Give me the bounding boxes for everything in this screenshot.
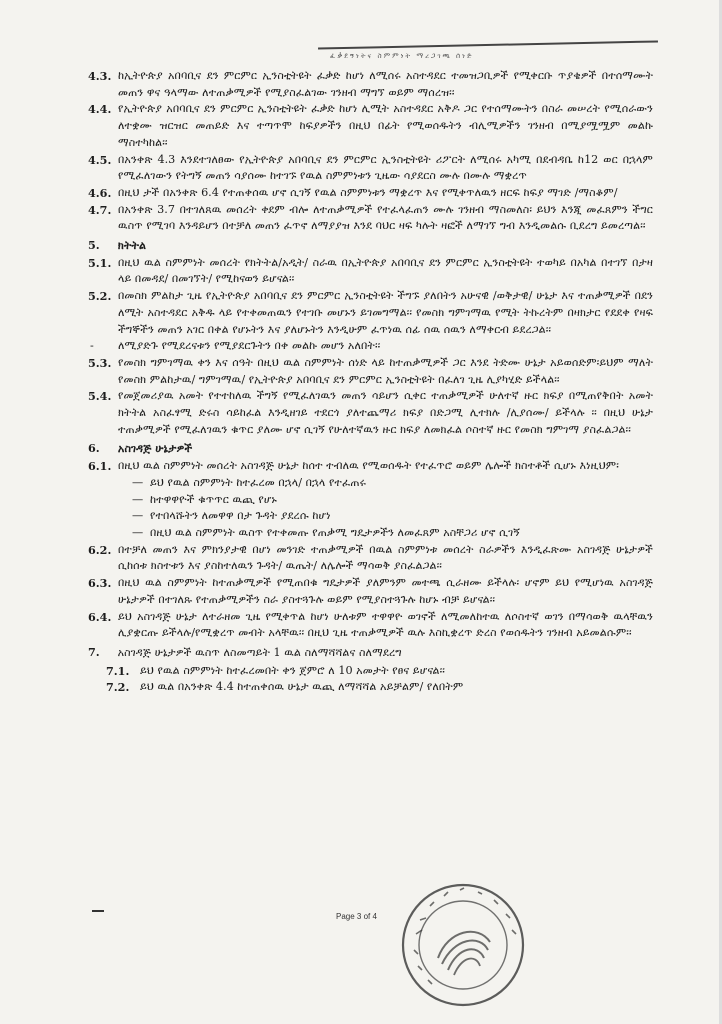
dash-mark: -	[90, 339, 94, 353]
item-6-1	[88, 458, 653, 475]
section-7-number: 7.	[88, 644, 100, 659]
item-number: 4.4.	[88, 102, 112, 117]
numbered-item	[88, 663, 653, 680]
item-text: በዚህ ዉል ስምምነት መሰረት አስገዳጅ ሁኔታ ከሰተ ተብለዉ የሚወሰዱት የተፈጥሮ ወይም ሌሎች ክስተቶች ሲሆኑ እነዚህም፡	[118, 459, 619, 473]
bullet-item	[88, 508, 653, 525]
dash-bullet-icon: —	[132, 475, 144, 489]
official-stamp-icon	[398, 880, 528, 1010]
bullet-item	[88, 475, 653, 492]
bullet-item	[88, 492, 653, 509]
item-number: 5.3.	[88, 355, 112, 370]
section-5-items-b	[88, 355, 653, 439]
item-number: 6.3.	[88, 576, 112, 591]
section-6-number: 6.	[88, 441, 100, 456]
section-6-title: አስገዳጅ ሁኔታዎች	[117, 441, 193, 456]
numbered-item	[88, 542, 653, 575]
numbered-item	[88, 575, 653, 608]
section-7-items	[88, 663, 653, 696]
item-text: የመስክ ግምገማዉ ቀን እና ሰዓት በዚህ ዉል ስምምነት ሰነድ ላይ ከተጠቃሚዎች ጋር እንደ ትድሙ ሁኔታ አይወሰድም፡ይህም ማለት የመስክ ምልከታዉ/ ግምገማዉ/ የኢትዮጵያ አበባቢና ደን ምርምር ኢንስቲትዩት በፈለገ ጊዜ ሊያካሂድ ይችላል፡፡	[118, 355, 653, 386]
section-5-number: 5.	[88, 238, 100, 253]
item-text: ይህ ዉል በአንቀጽ 4.4 ከተጠቀሰዉ ሁኔታ ዉጪ ለማሻሻል አይቻልም/ የለበትም	[140, 680, 464, 694]
bullet-text: ከተዋዋዮች ቁጥጥር ዉጪ የሆኑ	[150, 492, 277, 506]
section-7-heading	[88, 644, 653, 662]
dash-bullet-icon: —	[132, 525, 144, 539]
margin-mark	[92, 910, 104, 912]
section-5-title: ክትትል	[117, 238, 147, 253]
numbered-item	[88, 202, 653, 235]
section-6-bullets	[88, 475, 653, 542]
item-text: ይህ የዉል ስምምነት ከተፈረመበት ቀን ጀምሮ ለ 10 አመታት የፀና ይሆናል፡፡	[140, 663, 445, 677]
item-number: 4.7.	[88, 202, 112, 217]
item-text: ይህ አስገዳጅ ሁኔታ ለተራዘመ ጊዜ የሚቀጥል ከሆነ ሁለቱም ተዋዋዮ ወገኖች ለሚመለከተዉ ለሶስተኛ ወገን በማሳወቅ ዉላቸዉን ሊያቋርጡ ይችላሉ/የሚቋረጥ መብት አላቸዉ፡፡ በዚህ ጊዜ ተጠቃሚዎች ዉሉ እስኪቋረጥ ድረስ የወሰዱትን ገንዘብ አይመልሱም፡፡	[118, 609, 653, 640]
item-text: በመስክ ምልከታ ጊዜ የኢትዮጵያ አበባቢና ደን ምርምር ኢንስቲትዩት ችግኙ ያለበትን አሁናዊ /ወቅታዊ/ ሁኔታ እና ተጠቃሚዎች በደን ለሚት አስተዳደር አቅዱ ላይ የተቀመጠዉን የተገቡ መሆኑን ይገመግማል፡፡ የመስክ ግምገማዉ የሚት ትኩረትም በዛክታር የደደቀ የዛፍ ችግኞችን መጠን አገር በቀል የሆኑትን እና ያለሆኑትን እንዲሁም ፈጥነዉ ሰፊ ሰዉ ሰዉን ለማቀርብ ይደረጋል፡፡	[118, 289, 653, 336]
item-text: በአንቀጽ 3.7 በተገለጸዉ መሰረት ቀደም ብሎ ለተጠቃሚዎች የተፈላፈጠን ሙሉ ገንዘብ ማስመለስ፡ ይህን እንጂ መፈጸምን ችግር ዉስጥ የሚገባ እንዳይሆን በተቻለ መጠን ፈጥኖ ለማያያዝ እንደ ባህር ዛፍ ካሉት ዛፎች ለማገኘ ግብ እንዲመልሱ ቢደረግ ይመረጣል፡፡	[118, 202, 653, 233]
item-number: 4.6.	[88, 185, 112, 200]
numbered-item	[88, 68, 653, 101]
numbered-item	[88, 679, 653, 696]
item-number: 6.4.	[88, 609, 112, 624]
item-text: የመጀመሪያዉ አመት የተተከለዉ ችግኝ የሚፈለገዉን መጠን ሳይሆን ሲቀር ተጠቃሚዎች ሁለተኛ ዙር ክፍያ በሚጠየቅበት አመት ክትትል አስፈፃሚ ድሩስ ሳይከፈል እንዲዘገይ ተደርጎ ያለተጨማሪ ክፍያ በድጋሚ ሊተክሉ /ሊያሰሙ/ ይችላሉ ፡፡ በዚህ ሁኔታ ተጠቃሚዎች የሚፈለገዉን ቁጥር ያለሙ ሆኖ ሲገኝ የሁለተኛዉን ዙር ክፍያ ለመክፈል ሶስተኛ ዙር የመስክ ግምገማ ያስፈልጋል፡፡	[118, 389, 653, 436]
item-number: 7.1.	[106, 663, 130, 678]
item-text: ከኢትዮጵያ አበባቢና ደን ምርምር ኢንስቲትዩት ፈቃድ ከሆነ ለሚሰሩ አስተዳደር ተመዝጋቢዎች የሚቀርቡ ጥያቄዎች በተሰማሙት መጠን ዋና ዓላማው ለተጠቃሚዎች የሚያስፈልገው ገንዘብ ማግኘ ወይም ማሰረዝ፡፡	[118, 69, 653, 99]
numbered-item	[88, 609, 653, 642]
dash-bullet-icon: —	[132, 509, 144, 523]
numbered-item	[88, 355, 653, 388]
item-text: በተቻለ መጠን እና ምክንያታዊ በሆነ መንገድ ተጠቃሚዎች በዉል ስምምነቱ መሰረት ስራዎችን እንዲፈጽሙ አስገዳጅ ሁኔታዎች ሲከሰቱ ክስተቱን እና ያስከተለዉን ጉዳት/ ዉጤት/ ለሌሎች ማሳወቅ ያስፈልጋል፡፡	[118, 542, 653, 573]
bullet-item	[88, 525, 653, 542]
item-text: በአንቀጽ 4.3 እንደተገለፀው የኢትዮጵያ አበባቢና ደን ምርምር ኢንስቲትዩት ሪፖርት ለሚሰሩ አካሚ በደብዳቤ ከ12 ወር በኋላም የሚፈለገውን የትግኝ መጠን ሳያሰሙ ከተገኙ የዉል ስምምነቱን ጊዜው ሳያደርስ ሙሉ በሙሉ ማቋረጥ	[118, 152, 653, 183]
item-number: 5.1.	[88, 255, 112, 270]
item-number: 5.2.	[88, 289, 112, 304]
header-rule	[318, 40, 658, 49]
section-6-items	[88, 542, 653, 642]
item-text: በዚህ ዉል ስምምነት መሰረት የክትትል/አዲት/ ስራዉ በኢትዮጵያ አበባቢና ደን ምርምር ኢንስቲትዩት ተወካይ በአካል በተገኘ በታዛ ላይ በመዳደ/ በመገኘት/ የሚከናወን ይሆናል፡፡	[118, 255, 653, 286]
numbered-item	[88, 255, 653, 288]
document-body	[88, 68, 653, 696]
item-number: 6.1.	[88, 459, 112, 474]
section-5-dash-item	[88, 338, 653, 355]
item-number: 7.2.	[106, 680, 130, 695]
item-text: በዚህ ዉል ስምምነት ከተጠቃሚዎች የሚጠበቁ ግዴታዎች ያለምንም መተጫ ሲራዘሙ ይችላሉ፡ ሆኖም ይህ የሚሆነዉ አስገዳጅ ሁኔታዎች በተገለጹ የተጠቃሚዎችን ስራ ያስተጓጉሉ ወይም የሚያስተጓጉሉ ከሆኑ ብቻ ይሆናል፡፡	[118, 576, 653, 606]
header-scribble: ፈቃደኝነትና ስምምነት ማረጋገጫ ሰነድ	[330, 52, 474, 60]
section4-continued	[88, 68, 653, 235]
section-6-heading	[88, 440, 653, 457]
section-5-heading	[88, 237, 653, 254]
item-text: በዚህ ታች በአንቀጽ 6.4 የተጠቀሰዉ ሆኖ ሲገኝ የዉል ስምምነቱን ማቋረጥ እና የሚቀጥለዉን ዘርፍ ከፍያ ማገድ /ማስቆም/	[118, 185, 618, 199]
dash-bullet-icon: —	[132, 492, 144, 506]
dash-item-text: ለሚያድጉ የሚደረናቱን የሚያደርጉትን በቀ መልኩ መሆን አለበት፡፡	[118, 339, 381, 353]
numbered-item	[88, 288, 653, 338]
section-7-title: አስገዳጅ ሁኔታዎች ዉስጥ ለስመጣይት 1 ዉል ስለማሻሻልና ስለማደረግ	[117, 645, 402, 659]
numbered-item	[88, 185, 653, 202]
bullet-text: የተበላሹትን ለመዋዋ በታ ጉዳት ያደረሱ ከሆነ	[150, 509, 331, 523]
item-number: 6.2.	[88, 542, 112, 557]
numbered-item	[88, 152, 653, 185]
numbered-item	[88, 101, 653, 151]
bullet-text: ይህ የዉል ስምምነት ከተፈረመ በኋላ/ በኋላ የተፈጠሩ	[150, 475, 367, 489]
numbered-item	[88, 388, 653, 438]
item-number: 4.5.	[88, 152, 112, 167]
item-number: 5.4.	[88, 389, 112, 404]
bullet-text: በዚህ ዉል ስምምነት ዉስጥ የተቀመጡ የጠቃሚ ግዴታዎችን ለመፈጸም አስቸጋሪ ሆኖ ሲገኝ	[150, 525, 520, 539]
section-5-items	[88, 255, 653, 339]
page-number: Page 3 of 4	[336, 912, 377, 921]
item-text: የኢትዮጵያ አበባቢና ደን ምርምር ኢንስቲትዩት ፈቃድ ከሆነ ሊሚት አስተዳደር አቅዶ ጋር የተሰማሙትን በስራ መሠረት የሚሰራውን ለተቋሙ ዝርዝር መጠይድ እና ተጣጥሞ ከፍያዎችን በዚህ በፊት የሚወሰዱትን ብሊሚዎችን ገንዘብ በሚያሟሟም መልኩ ማስተካከል፡፡	[118, 102, 653, 149]
item-number: 4.3.	[88, 69, 112, 83]
